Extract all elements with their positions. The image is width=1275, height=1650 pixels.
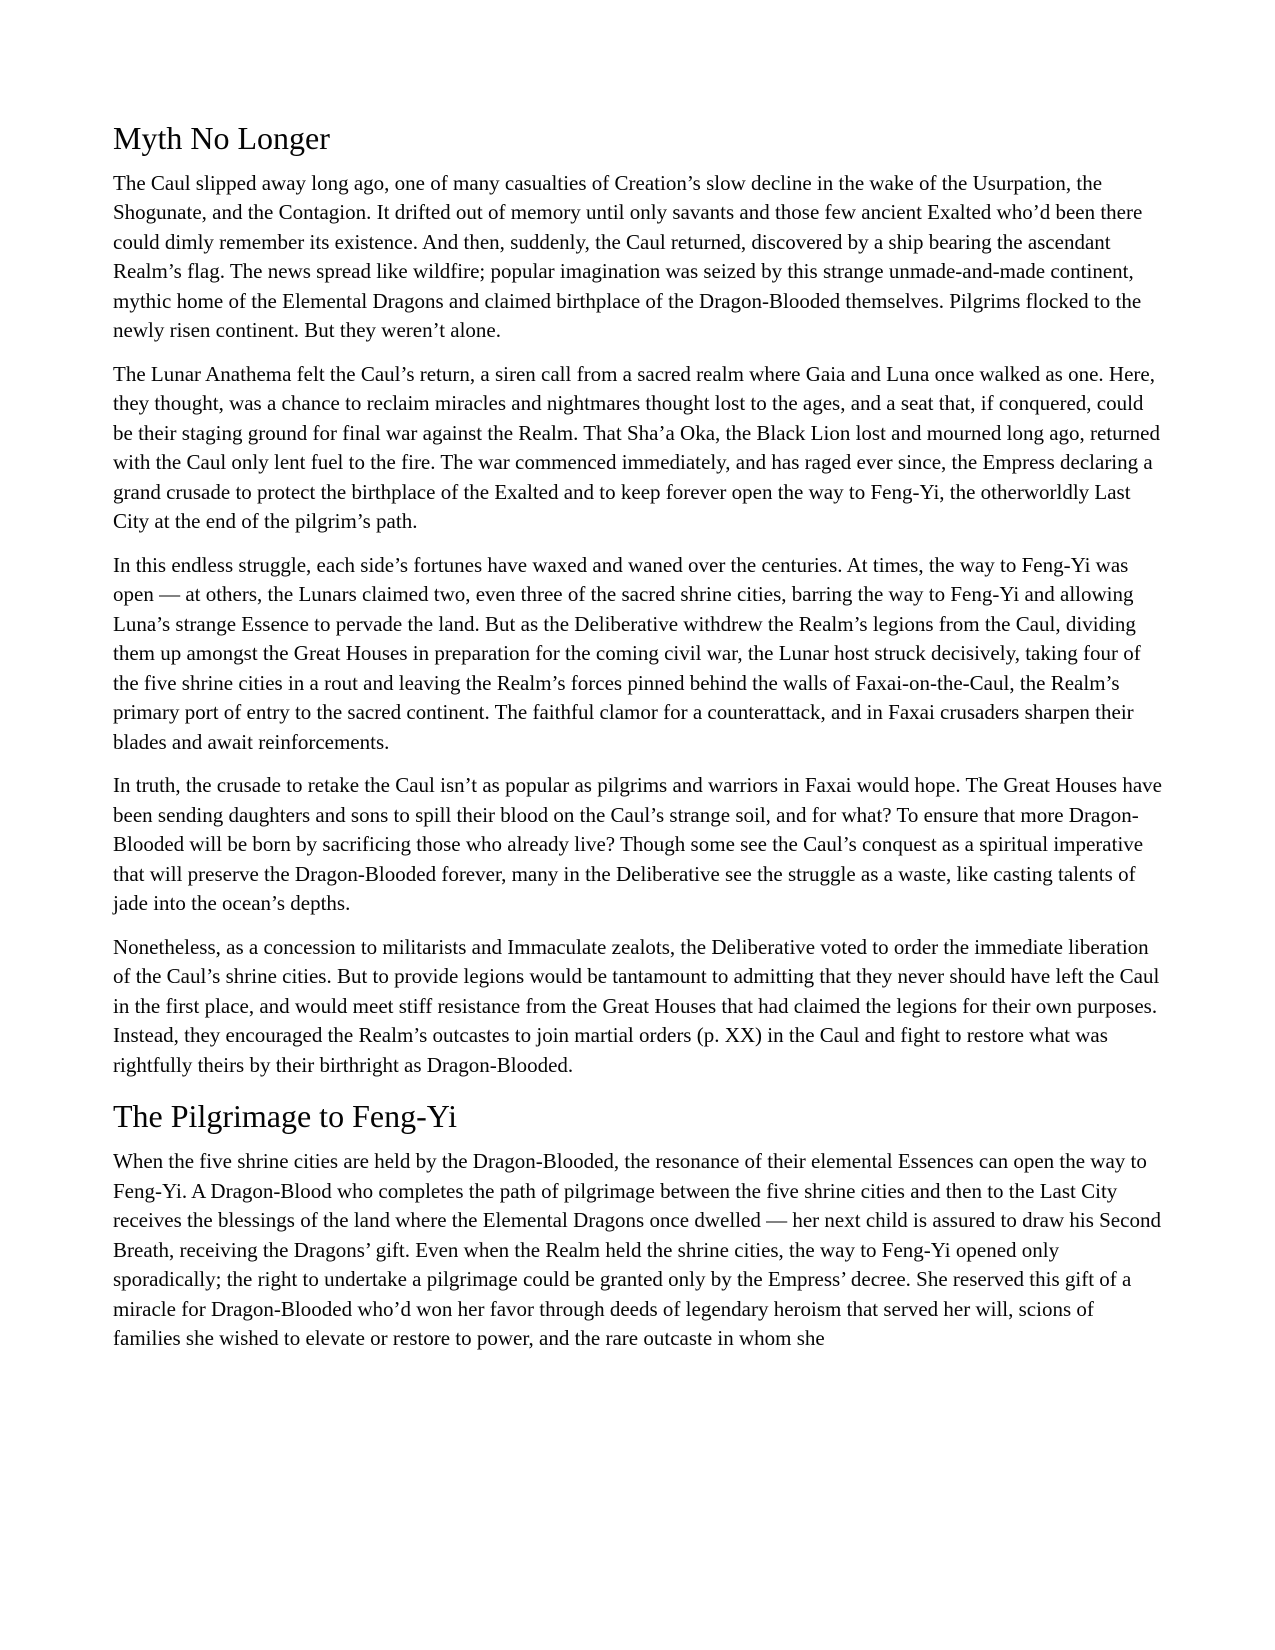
section-heading-pilgrimage-to-feng-yi: The Pilgrimage to Feng-Yi xyxy=(113,1098,457,1135)
paragraph-deliberative-vote: Nonetheless, as a concession to militarists and Immaculate zealots, the Deliberative voted to order the immediate liberation of the Caul’s shrine cities. But to provide legions would be tantamount to admitting that they never should have left the Caul in the first place, and would meet stiff resistance from the Great Houses that had claimed the legions for their own purposes. Instead, they encouraged the Realm’s outcastes to join martial orders (p. XX) in the Caul and fight to restore what was rightfully theirs by their birthright as Dragon-Blooded. xyxy=(113,934,1160,1077)
paragraph-five-shrine-cities: When the five shrine cities are held by the Dragon-Blooded, the resonance of their elemental Essences can open the way to Feng-Yi. A Dragon-Blood who completes the path of pilgrimage between the five shrine cities and then to the Last City receives the blessings of the land where the Elemental Dragons once dwelled — her next child is assured to draw his Second Breath, receiving the Dragons’ gift. Even when the Realm held the shrine cities, the way to Feng-Yi opened only sporadically; the right to undertake a pilgrimage could be granted only by the Empress’ decree. She reserved this gift of a miracle for Dragon-Blooded who’d won her favor through deeds of legendary heroism that served her will, scions of families she wished to elevate or restore to power, and the rare outcaste in whom she xyxy=(113,1149,1161,1351)
paragraph-lunar-anathema: The Lunar Anathema felt the Caul’s return, a siren call from a sacred realm where Gaia and Luna once walked as one. Here, they thought, was a chance to reclaim miracles and nightmares thought lost to the ages, and a seat that, if conquered, could be their staging ground for final war against the Realm. That Sha’a Oka, the Black Lion lost and mourned long ago, returned with the Caul only lent fuel to the fire. The war commenced immediately, and has raged ever since, the Empress declaring a grand crusade to protect the birthplace of the Exalted and to keep forever open the way to Feng-Yi, the otherworldly Last City at the end of the pilgrim’s path. xyxy=(113,361,1160,534)
paragraph-endless-struggle: In this endless struggle, each side’s fortunes have waxed and waned over the centuries. At times, the way to Feng-Yi was open — at others, the Lunars claimed two, even three of the sacred shrine cities, barring the way to Feng-Yi and allowing Luna’s strange Essence to pervade the land. But as the Deliberative withdrew the Realm’s legions from the Caul, dividing them up amongst the Great Houses in preparation for the coming civil war, the Lunar host struck decisively, taking four of the five shrine cities in a rout and leaving the Realm’s forces pinned behind the walls of Faxai-on-the-Caul, the Realm’s primary port of entry to the sacred continent. The faithful clamor for a counterattack, and in Faxai crusaders sharpen their blades and await reinforcements. xyxy=(113,552,1141,754)
paragraph-crusade-popularity: In truth, the crusade to retake the Caul isn’t as popular as pilgrims and warriors in Faxai would hope. The Great Houses have been sending daughters and sons to spill their blood on the Caul’s strange soil, and for what? To ensure that more Dragon-Blooded will be born by sacrificing those who already live? Though some see the Caul’s conquest as a spiritual imperative that will preserve the Dragon-Blooded forever, many in the Deliberative see the struggle as a waste, like casting talents of jade into the ocean’s depths. xyxy=(113,773,1162,916)
section-heading-myth-no-longer: Myth No Longer xyxy=(113,120,330,156)
paragraph-caul-slipped-away: The Caul slipped away long ago, one of many casualties of Creation’s slow decline in the wake of the Usurpation, the Shogunate, and the Contagion. It drifted out of memory until only savants and those few ancient Exalted who’d been there could dimly remember its existence. And then, suddenly, the Caul returned, discovered by a ship bearing the ascendant Realm’s flag. The news spread like wildfire; popular imagination was seized by this strange unmade-and-made continent, mythic home of the Elemental Dragons and claimed birthplace of the Dragon-Blooded themselves. Pilgrims flocked to the newly risen continent. But they weren’t alone. xyxy=(113,170,1143,343)
